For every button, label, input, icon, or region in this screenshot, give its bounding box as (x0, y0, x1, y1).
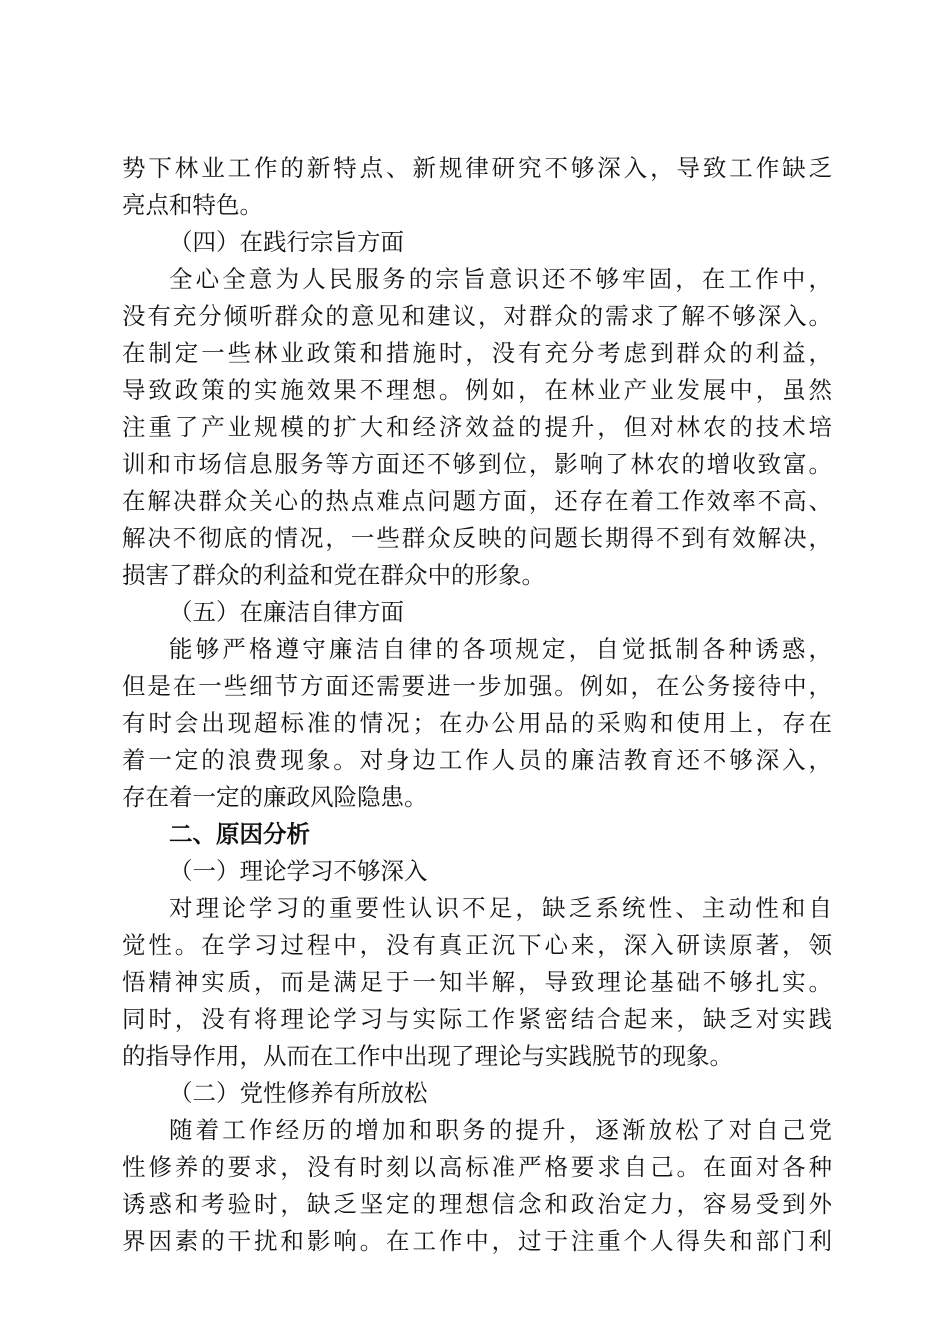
paragraph-line: 在解决群众关心的热点难点问题方面，还存在着工作效率不高、 (122, 487, 832, 515)
paragraph-line: 性修养的要求，没有时刻以高标准严格要求自己。在面对各种 (122, 1153, 832, 1181)
part-heading-cause-analysis: 二、原因分析 (169, 820, 310, 848)
document-body (122, 150, 832, 1260)
paragraph-line: 但是在一些细节方面还需要进一步加强。例如，在公务接待中， (122, 672, 832, 700)
paragraph-line: 觉性。在学习过程中，没有真正沉下心来，深入研读原著，领 (122, 931, 832, 959)
paragraph-line: 同时，没有将理论学习与实际工作紧密结合起来，缺乏对实践 (122, 1005, 832, 1033)
paragraph-line: 亮点和特色。 (122, 191, 263, 219)
paragraph-line: 对理论学习的重要性认识不足，缺乏系统性、主动性和自 (169, 894, 832, 922)
paragraph-line: 界因素的干扰和影响。在工作中，过于注重个人得失和部门利 (122, 1227, 832, 1255)
paragraph-line: 存在着一定的廉政风险隐患。 (122, 783, 428, 811)
paragraph-line: 势下林业工作的新特点、新规律研究不够深入，导致工作缺乏 (122, 154, 832, 182)
paragraph-line: 有时会出现超标准的情况；在办公用品的采购和使用上，存在 (122, 709, 832, 737)
paragraph-line: 悟精神实质，而是满足于一知半解，导致理论基础不够扎实。 (122, 968, 832, 996)
paragraph-line: 全心全意为人民服务的宗旨意识还不够牢固，在工作中， (169, 265, 832, 293)
paragraph-line: 着一定的浪费现象。对身边工作人员的廉洁教育还不够深入， (122, 746, 832, 774)
section-heading-5: （五）在廉洁自律方面 (169, 598, 404, 626)
paragraph-line: 能够严格遵守廉洁自律的各项规定，自觉抵制各种诱惑， (169, 635, 832, 663)
paragraph-line: 没有充分倾听群众的意见和建议，对群众的需求了解不够深入。 (122, 302, 832, 330)
section-heading-4: （四）在践行宗旨方面 (169, 228, 404, 256)
paragraph-line: 损害了群众的利益和党在群众中的形象。 (122, 561, 545, 589)
paragraph-line: 注重了产业规模的扩大和经济效益的提升，但对林农的技术培 (122, 413, 832, 441)
paragraph-line: 随着工作经历的增加和职务的提升，逐渐放松了对自己党 (169, 1116, 832, 1144)
subsection-heading-2: （二）党性修养有所放松 (169, 1079, 428, 1107)
paragraph-line: 在制定一些林业政策和措施时，没有充分考虑到群众的利益， (122, 339, 832, 367)
paragraph-line: 训和市场信息服务等方面还不够到位，影响了林农的增收致富。 (122, 450, 832, 478)
paragraph-line: 的指导作用，从而在工作中出现了理论与实践脱节的现象。 (122, 1042, 733, 1070)
paragraph-line: 解决不彻底的情况，一些群众反映的问题长期得不到有效解决， (122, 524, 832, 552)
subsection-heading-1: （一）理论学习不够深入 (169, 857, 428, 885)
paragraph-line: 诱惑和考验时，缺乏坚定的理想信念和政治定力，容易受到外 (122, 1190, 832, 1218)
paragraph-line: 导致政策的实施效果不理想。例如，在林业产业发展中，虽然 (122, 376, 832, 404)
